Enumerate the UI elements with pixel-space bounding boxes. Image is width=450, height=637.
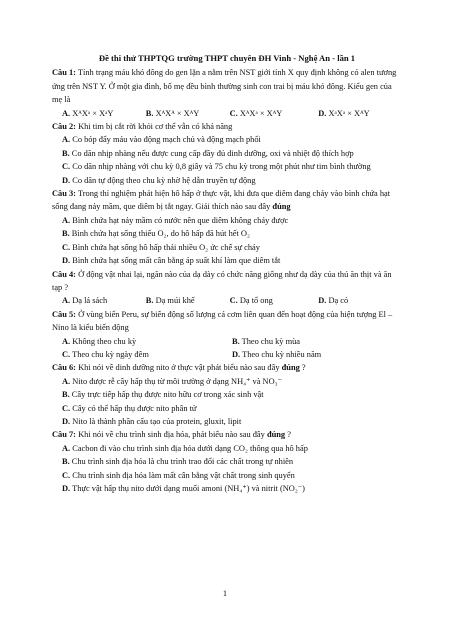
question-label: Câu 1: <box>52 68 76 78</box>
question-text: Ở vùng biển Peru, sự biến động số lượng cá cơm liên quan đến hoạt động của hiện tượng El – Nino là kiểu biến động <box>52 309 393 333</box>
option-c: C. Dạ tổ ong <box>229 296 273 306</box>
question-text: Tính trạng máu khó đông do gen lặn a nằm trên NST giới tính X quy định không có alen tương ứng trên NST Y. Ở một gia đình, bố mẹ đều bình thường sinh con trai bị máu khó đông. Kiểu gen của mẹ là <box>52 68 397 105</box>
option-a: A. Nito được rễ cây hấp thụ từ môi trường ở dạng NH₄⁺ và NO₃⁻ <box>62 376 282 386</box>
question-1 <box>52 66 402 106</box>
option-b: B. Theo chu kỳ mùa <box>232 336 301 346</box>
question-6: Câu 6: Khi nói về dinh dưỡng nito ở thực vật phát biểu nào sau đây đúng ? <box>52 363 306 373</box>
question-5-options-row-1 <box>62 335 402 348</box>
option-b: B. Dạ múi khế <box>145 296 195 306</box>
emphasis: đúng <box>266 430 286 440</box>
option-a: A. Bình chứa hạt nảy mầm có nước nên que diêm không cháy được <box>62 215 289 225</box>
option-d: D. Nito là thành phần cấu tạo của protein, gluxit, lipit <box>62 416 242 426</box>
option-c: C. Theo chu kỳ ngày đêm <box>62 349 149 359</box>
option-b: B. Chu trình sinh địa hóa là chu trình trao đổi các chất trong tự nhiên <box>62 457 294 467</box>
option-c: C. Chu trình sinh địa hóa làm mất cân bằng vật chất trong sinh quyển <box>62 470 295 480</box>
option-a: A. Không theo chu kỳ <box>62 336 137 346</box>
option-b: B. Bình chứa hạt sống thiếu O₂, do hô hấp đã hút hết O₂ <box>62 229 250 239</box>
question-text: Khi tim bị cắt rời khỏi cơ thể vẫn có khả năng <box>75 122 233 132</box>
question-5 <box>52 308 402 335</box>
option-d: D. Bình chứa hạt sống mất cân bằng áp suất khí làm que diêm tắt <box>62 256 281 266</box>
question-label: Câu 6: <box>52 363 76 373</box>
option-c: C. Cây có thể hấp thụ được nito phân tử <box>62 403 197 413</box>
question-text: Ở động vật nhai lại, ngăn nào của dạ dày có chức năng giống như dạ dày của thú ăn thịt và ăn tạp ? <box>52 269 392 292</box>
page-number: 1 <box>222 589 228 598</box>
question-text: Khi nói về chu trình sinh địa hóa, phát biểu nào sau đây <box>75 430 267 440</box>
question-label: Câu 5: <box>52 309 76 319</box>
option-d: D. XᵃXᵃ × XᴬY <box>318 108 370 118</box>
option-a: A. XᴬXᵃ × XᵃY <box>62 108 114 118</box>
option-b: B. XᴬXᴬ × XᴬY <box>145 108 200 118</box>
option-d: D. Theo chu kỳ nhiều năm <box>232 349 322 359</box>
option-c: C. Co dãn nhịp nhàng với chu kỳ 0,8 giây và 75 chu kỳ trong một phút như tim bình thường <box>62 162 371 172</box>
question-4 <box>52 268 402 295</box>
question-text: Khi nói về dinh dưỡng nito ở thực vật phát biểu nào sau đây <box>75 363 282 373</box>
question-label: Câu 2: <box>52 122 76 132</box>
option-c: C. XᴬXᵃ × XᴬY <box>229 108 283 118</box>
option-d: D. Dạ cỏ <box>318 296 349 306</box>
option-d: D. Co dãn tự động theo chu kỳ nhờ hệ dẫn truyền tự động <box>62 175 256 185</box>
option-a: A. Dạ lá sách <box>62 296 108 306</box>
option-c: C. Bình chứa hạt sống hô hấp thải nhiều O₂ ức chế sự cháy <box>62 242 260 252</box>
question-5-options-row-2 <box>62 348 402 361</box>
emphasis: đúng <box>281 363 300 373</box>
question-text: Trong thí nghiệm phát hiện hô hấp ở thực vật, khi đưa que diêm đang cháy vào bình chứa hạt sống đang nảy mầm, que diêm bị tắt ngay. Giải thích nào sau đây <box>52 189 391 212</box>
question-2 <box>52 120 402 133</box>
question-7: Câu 7: Khi nói về chu trình sinh địa hóa, phát biểu nào sau đây đúng ? <box>52 430 291 440</box>
option-a: A. Cacbon đi vào chu trình sinh địa hóa dưới dạng CO₂ thông qua hô hấp <box>62 443 308 453</box>
option-a: A. Co bóp đẩy máu vào động mạch chủ và động mạch phổi <box>62 135 261 145</box>
question-label: Câu 4: <box>52 269 76 279</box>
question-3 <box>52 187 402 214</box>
option-b: B. Co dãn nhịp nhàng nếu được cung cấp đầy đủ dinh dưỡng, oxi và nhiệt độ thích hợp <box>62 148 354 158</box>
option-b: B. Cây trực tiếp hấp thụ được nito hữu cơ trong xác sinh vật <box>62 390 264 400</box>
question-label: Câu 3: <box>52 189 76 199</box>
option-d: D. Thực vật hấp thụ nito dưới dạng muối amoni (NH₄⁺) và nitrit (NO₂⁻) <box>62 484 305 493</box>
page-title: Đề thi thử THPTQG trường THPT chuyên ĐH Vinh - Nghệ An - lần 1 <box>98 53 356 63</box>
emphasis: đúng <box>272 202 291 212</box>
question-label: Câu 7: <box>52 430 76 440</box>
question-1-options <box>62 107 402 120</box>
question-4-options <box>62 294 402 307</box>
